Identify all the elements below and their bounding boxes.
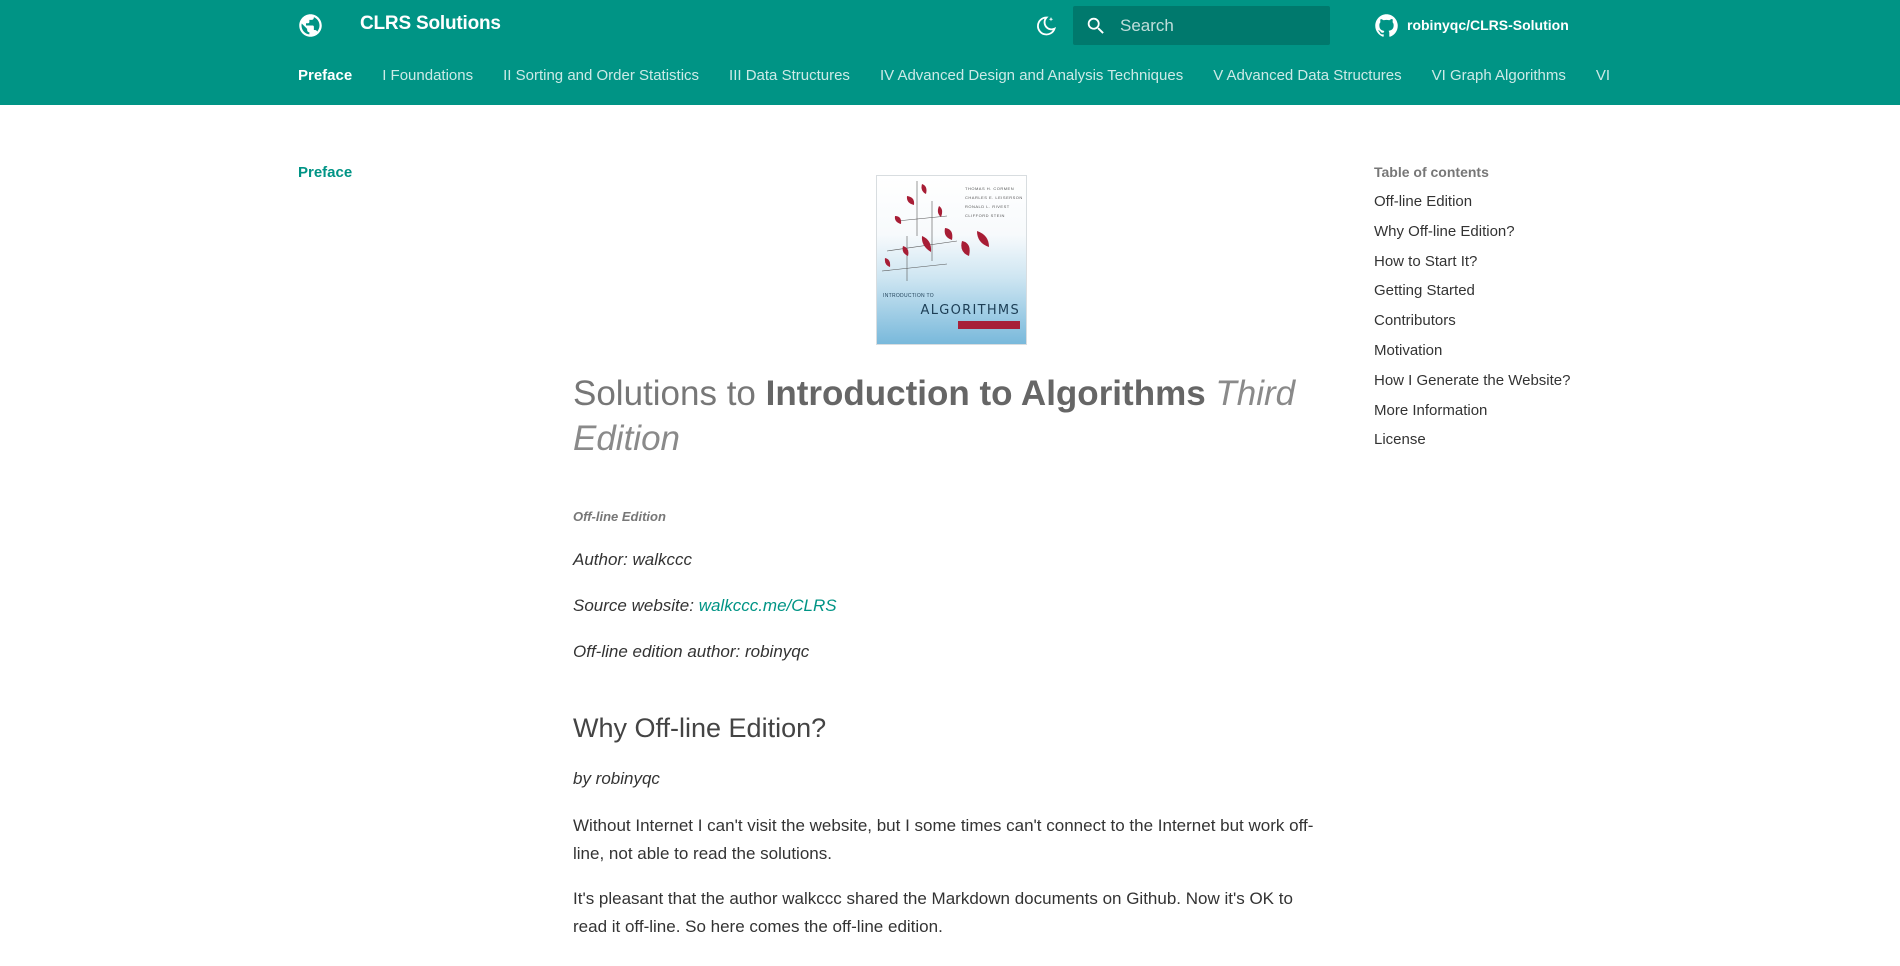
tab-next-truncated[interactable]: VI [1595, 67, 1611, 84]
source-line [573, 596, 837, 616]
toc-item-license[interactable]: License [1374, 431, 1426, 449]
source-website-link[interactable]: walkccc.me/CLRS [698, 596, 837, 615]
nav-item-preface[interactable]: Preface [298, 164, 353, 181]
toc-item-how-generate[interactable]: How I Generate the Website? [1374, 371, 1571, 389]
toc-item-why-offline[interactable]: Why Off-line Edition? [1374, 222, 1515, 240]
toc-item-more-info[interactable]: More Information [1374, 401, 1488, 419]
search-input[interactable] [1120, 6, 1320, 45]
header-top-bar [0, 0, 1900, 50]
github-icon [1373, 12, 1400, 39]
heading-why-offline: Why Off-line Edition? [573, 713, 827, 743]
site-title[interactable]: CLRS Solutions [360, 13, 501, 34]
cover-authors: THOMAS H. CORMEN CHARLES E. LEISERSON RONALD L. RIVEST CLIFFORD STEIN [965, 186, 1023, 218]
toc-item-contributors[interactable]: Contributors [1374, 312, 1456, 330]
cover-subtitle: INTRODUCTION TO [883, 293, 934, 299]
table-of-contents [1374, 164, 1634, 455]
title-prefix: Solutions to [573, 374, 766, 413]
tab-sorting[interactable]: II Sorting and Order Statistics [503, 67, 700, 84]
repo-name: robinyqc/CLRS-Solution [1407, 17, 1569, 33]
by-line: by robinyqc [573, 769, 660, 788]
toc-item-offline-edition[interactable]: Off-line Edition [1374, 193, 1473, 210]
paragraph-2: It's pleasant that the author walkccc shared the Markdown documents on Github. Now it's OK to read it off-line. So here comes the off-line edition. [573, 889, 1293, 936]
dark-mode-icon[interactable] [1033, 13, 1059, 39]
search-icon[interactable] [1085, 15, 1107, 37]
book-cover-image [876, 175, 1027, 345]
toc-item-getting-started[interactable]: Getting Started [1374, 282, 1475, 300]
tab-preface[interactable]: Preface [298, 67, 353, 84]
author-line: Author: walkccc [573, 550, 693, 569]
tab-advanced-design[interactable]: IV Advanced Design and Analysis Techniques [879, 67, 1184, 84]
source-prefix: Source website: [573, 596, 699, 615]
search-box[interactable] [1073, 6, 1330, 45]
cover-title: ALGORITHMS [920, 303, 1020, 318]
title-edition: Third Edition [573, 374, 1296, 458]
page-title [573, 371, 1318, 461]
toc-item-motivation[interactable]: Motivation [1374, 341, 1443, 359]
tab-foundations[interactable]: I Foundations [382, 67, 474, 84]
header [0, 0, 1900, 105]
offline-author-line: Off-line edition author: robinyqc [573, 642, 810, 661]
left-nav [298, 164, 352, 181]
tab-graph-algorithms[interactable]: VI Graph Algorithms [1431, 67, 1566, 84]
toc-title: Table of contents [1374, 164, 1489, 180]
tab-data-structures[interactable]: III Data Structures [729, 67, 850, 84]
globe-icon[interactable] [297, 12, 324, 39]
tabs-bar [298, 67, 1620, 93]
cover-edition-band [958, 321, 1020, 329]
repo-link[interactable] [1373, 12, 1569, 38]
toc-item-how-to-start[interactable]: How to Start It? [1374, 252, 1478, 270]
title-book-name: Introduction to Algorithms [765, 374, 1206, 413]
paragraph-1: Without Internet I can't visit the website, but I some times can't connect to the Internet but work off-line, not able to read the solutions. [573, 816, 1314, 863]
tab-advanced-data-structures[interactable]: V Advanced Data Structures [1213, 67, 1402, 84]
offline-edition-label: Off-line Edition [573, 509, 666, 524]
